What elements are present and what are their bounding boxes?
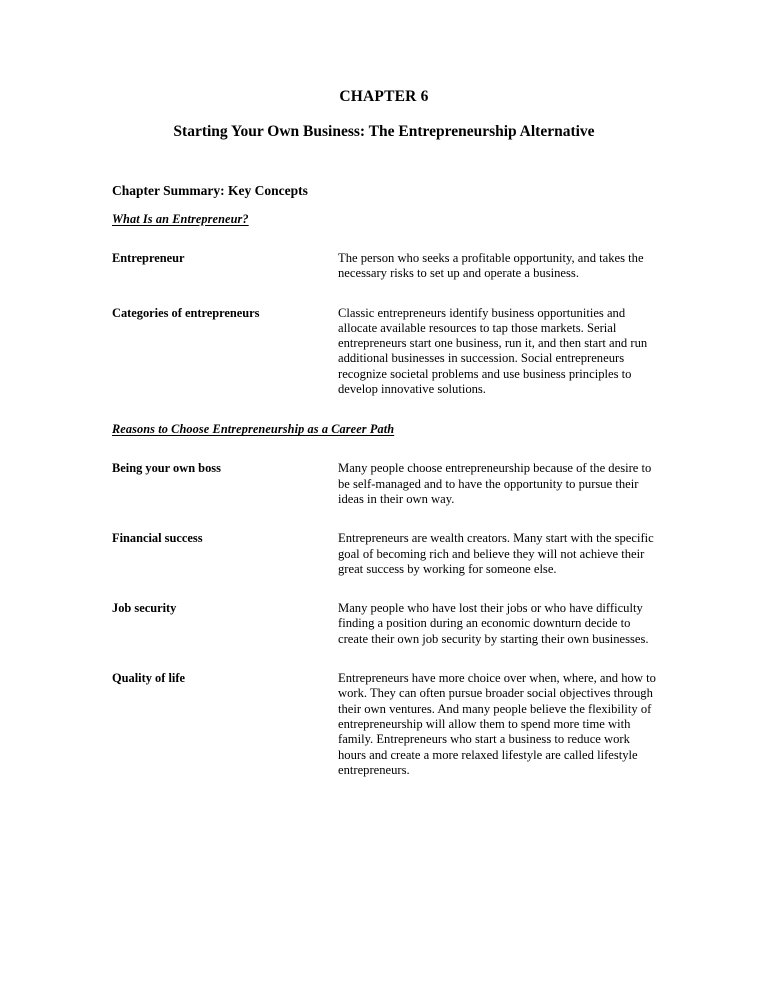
glossary-definition: Many people choose entrepreneurship because of the desire to be self-managed and to have the opportunity to pursue their ideas in their own way.: [338, 461, 652, 506]
glossary-definition: Many people who have lost their jobs or who have difficulty finding a position during an economic downturn decide to create their own job security by starting their own businesses.: [338, 601, 649, 646]
glossary-row: [112, 601, 658, 647]
glossary-term: Being your own boss: [112, 461, 221, 476]
page-title: Starting Your Own Business: The Entrepreneurship Alternative: [173, 123, 595, 140]
glossary-definition: Entrepreneurs are wealth creators. Many start with the specific goal of becoming rich and believe they will not achieve their great success by working for someone else.: [338, 531, 654, 576]
glossary-row: [112, 461, 658, 507]
glossary-term: Financial success: [112, 531, 203, 546]
glossary-row: [112, 251, 658, 282]
glossary-row: [112, 531, 658, 577]
glossary-row: [112, 671, 658, 778]
glossary-term: Entrepreneur: [112, 251, 185, 265]
content-body: [112, 212, 658, 778]
glossary-definition: Entrepreneurs have more choice over when, where, and how to work. They can often pursue broader social objectives through their own ventures. And many people believe the flexibility of entrepreneurship will allow them to spend more time with family. Entrepreneurs who start a business to reduce work hours and create a more relaxed lifestyle are called lifestyle entrepreneurs.: [338, 671, 656, 777]
glossary-term: Job security: [112, 601, 177, 616]
section-what-is-an-entrepreneur: [112, 212, 658, 397]
glossary-term: Categories of entrepreneurs: [112, 305, 260, 320]
glossary-definition: Classic entrepreneurs identify business opportunities and allocate available resources to tap those markets. Serial entrepreneurs start one business, run it, and then start and run additional businesses in succession. Social entrepreneurs recognize societal problems and use business principles to develop innovative solutions.: [338, 305, 648, 397]
glossary-term: Quality of life: [112, 671, 185, 686]
section-heading: What Is an Entrepreneur?: [112, 212, 249, 226]
section-heading: Reasons to Choose Entrepreneurship as a Career Path: [112, 422, 395, 437]
chapter-summary-heading: Chapter Summary: Key Concepts: [112, 183, 308, 198]
glossary-definition: The person who seeks a profitable opportunity, and takes the necessary risks to set up and operate a business.: [338, 251, 644, 281]
section-reasons-to-choose-entrepreneurship: [112, 422, 658, 778]
glossary-row: [112, 306, 658, 398]
chapter-label: CHAPTER 6: [339, 88, 429, 105]
